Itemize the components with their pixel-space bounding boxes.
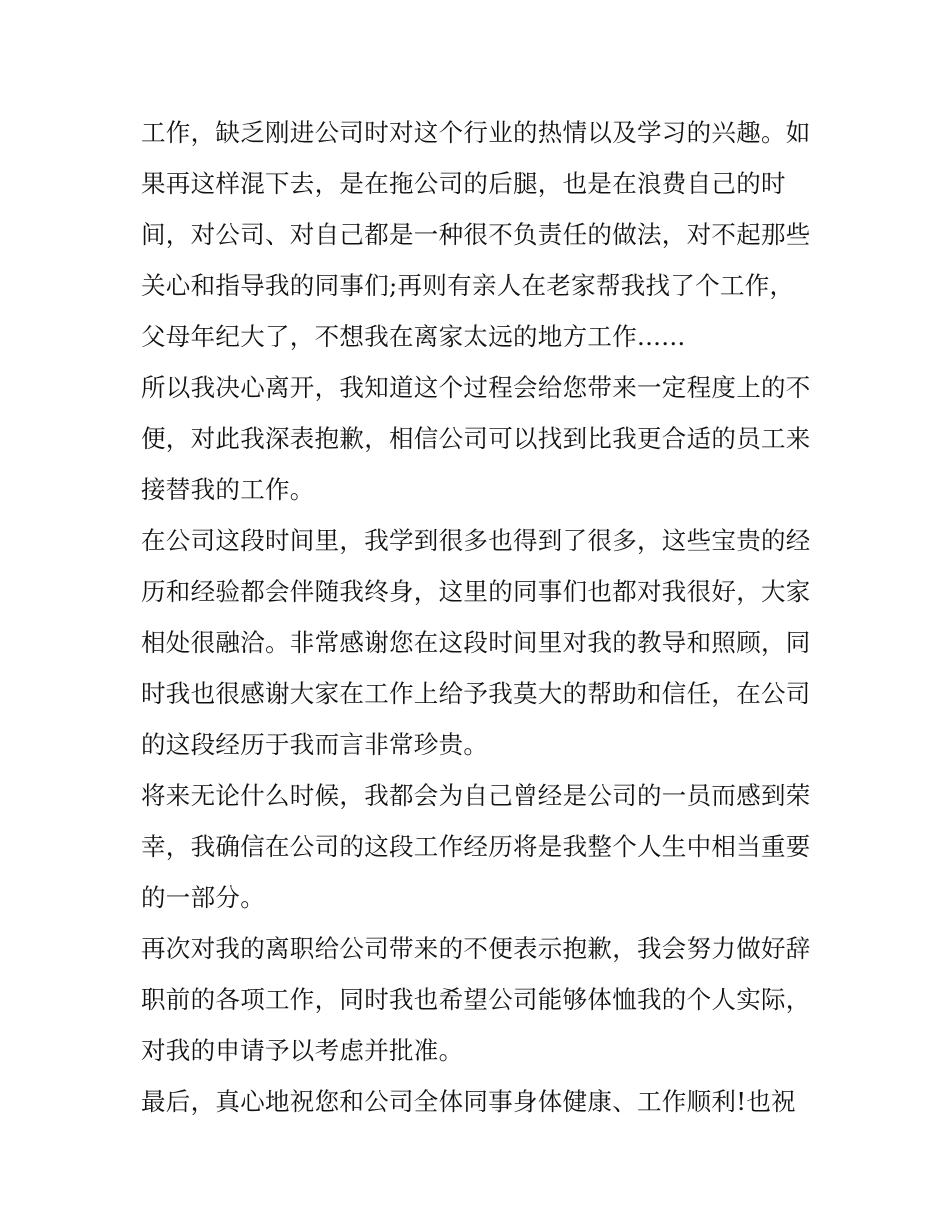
text-line: 在公司这段时间里，我学到很多也得到了很多，这些宝贵的经 <box>141 526 811 555</box>
text-line: 接替我的工作。 <box>141 475 315 504</box>
text-line: 职前的各项工作，同时我也希望公司能够体恤我的个人实际， <box>141 985 811 1014</box>
text-line: 关心和指导我的同事们;再则有亲人在老家帮我找了个工作， <box>141 271 795 300</box>
text-line: 便，对此我深表抱歉，相信公司可以找到比我更合适的员工来 <box>141 424 811 453</box>
text-line: 再次对我的离职给公司带来的不便表示抱歉，我会努力做好辞 <box>141 934 811 963</box>
text-line: 的一部分。 <box>141 883 265 912</box>
text-line: 对我的申请予以考虑并批准。 <box>141 1036 464 1065</box>
text-line: 时我也很感谢大家在工作上给予我莫大的帮助和信任，在公司 <box>141 679 811 708</box>
text-line: 幸，我确信在公司的这段工作经历将是我整个人生中相当重要 <box>141 832 811 861</box>
text-line: 的这段经历于我而言非常珍贵。 <box>141 730 489 759</box>
text-line: 工作，缺乏刚进公司时对这个行业的热情以及学习的兴趣。如 <box>141 118 811 147</box>
text-line: 所以我决心离开，我知道这个过程会给您带来一定程度上的不 <box>141 373 811 402</box>
text-line: 将来无论什么时候，我都会为自己曾经是公司的一员而感到荣 <box>141 781 811 810</box>
text-line: 相处很融洽。非常感谢您在这段时间里对我的教导和照顾，同 <box>141 628 811 657</box>
text-line: 果再这样混下去，是在拖公司的后腿，也是在浪费自己的时 <box>141 169 786 198</box>
text-line: 父母年纪大了，不想我在离家太远的地方工作...... <box>141 322 686 351</box>
text-line: 最后，真心地祝您和公司全体同事身体健康、工作顺利!也祝 <box>141 1087 796 1116</box>
text-line: 历和经验都会伴随我终身，这里的同事们也都对我很好，大家 <box>141 577 811 606</box>
resignation-letter-body <box>141 107 831 1127</box>
text-line: 间，对公司、对自己都是一种很不负责任的做法，对不起那些 <box>141 220 811 249</box>
